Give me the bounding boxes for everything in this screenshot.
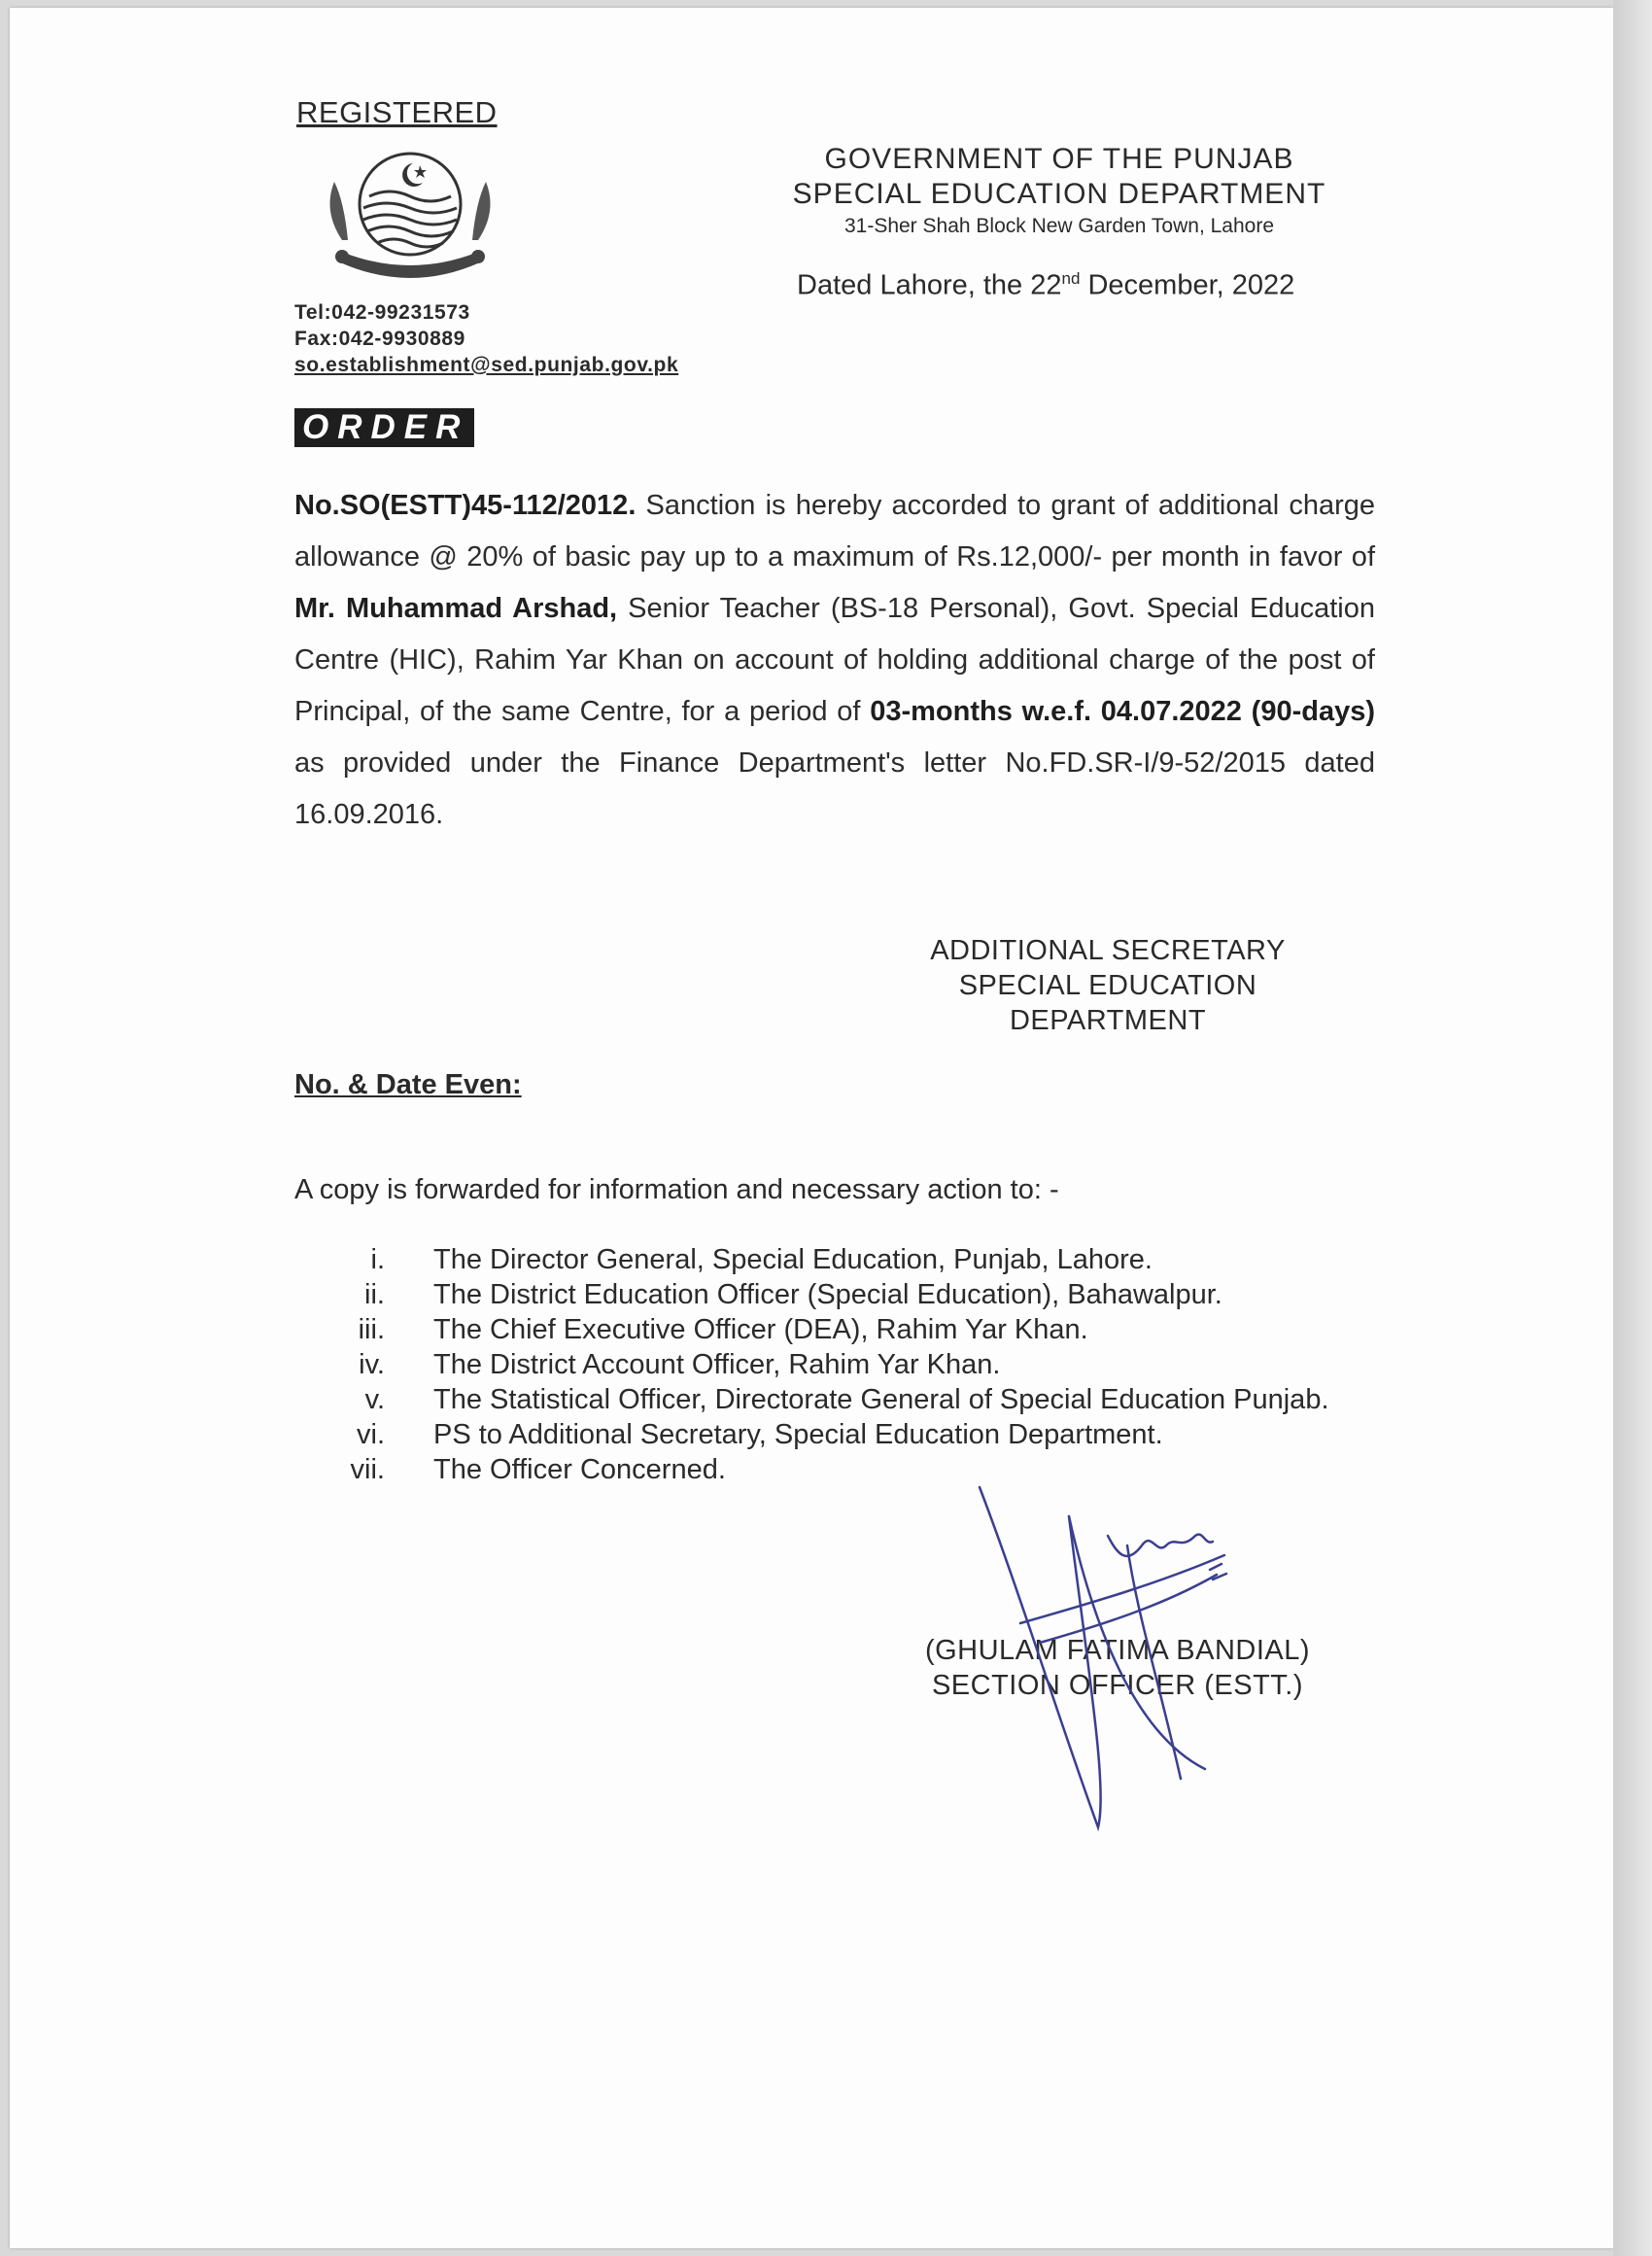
additional-secretary-signatory: [904, 933, 1312, 1038]
list-item-text: The Chief Executive Officer (DEA), Rahim Yar Khan.: [433, 1314, 1088, 1345]
endorsement-heading: No. & Date Even:: [294, 1069, 522, 1100]
order-body: [294, 480, 1375, 841]
date-line: [797, 269, 1294, 302]
list-item-number: v.: [364, 1384, 385, 1415]
signatory-line2: SPECIAL EDUCATION: [958, 970, 1257, 1001]
list-item-text: The Officer Concerned.: [433, 1454, 726, 1485]
list-item-text: The District Education Officer (Special Education), Bahawalpur.: [433, 1279, 1222, 1310]
fax-number: Fax:042-9930889: [294, 328, 465, 350]
department-address: 31-Sher Shah Block New Garden Town, Lahore: [843, 215, 1275, 237]
signatory-line3: DEPARTMENT: [1009, 1005, 1207, 1036]
list-item: [330, 1312, 1372, 1347]
signatory-line1: ADDITIONAL SECRETARY: [930, 935, 1286, 966]
scan-edge: [1613, 0, 1652, 2256]
list-item: [330, 1277, 1372, 1312]
email-link[interactable]: so.establishment@sed.punjab.gov.pk: [294, 354, 679, 376]
list-item: [330, 1417, 1372, 1452]
list-item-number: vi.: [357, 1419, 385, 1450]
date-ordinal: nd: [1061, 269, 1081, 288]
list-item-number: ii.: [364, 1279, 385, 1310]
order-text-part3: as provided under the Finance Department's letter No.FD.SR-I/9-52/2015 dated 16.09.2016.: [294, 747, 1375, 830]
order-heading: ORDER: [294, 408, 474, 447]
date-suffix: December, 2022: [1080, 269, 1295, 301]
date-prefix: Dated Lahore, the 22: [797, 269, 1062, 301]
order-text-part1: Sanction is hereby accorded to grant of additional charge allowance @ 20% of basic pay up to a maximum of Rs.12,000/- per month in favor of: [294, 490, 1375, 573]
officer-designation: SECTION OFFICER (ESTT.): [931, 1670, 1304, 1701]
contact-block: [294, 299, 678, 378]
punjab-government-emblem: [313, 148, 507, 294]
list-item: [330, 1347, 1372, 1382]
document-page: [10, 8, 1613, 2248]
list-item-text: The Director General, Special Education, Punjab, Lahore.: [433, 1244, 1153, 1275]
officer-name: (GHULAM FATIMA BANDIAL): [924, 1635, 1311, 1666]
list-item-text: PS to Additional Secretary, Special Education Department.: [433, 1419, 1163, 1450]
list-item-text: The Statistical Officer, Directorate General of Special Education Punjab.: [433, 1384, 1329, 1415]
list-item: [330, 1382, 1372, 1417]
list-item-text: The District Account Officer, Rahim Yar Khan.: [433, 1349, 1001, 1380]
registered-label: REGISTERED: [296, 95, 498, 129]
letterhead: [739, 142, 1380, 241]
list-item-number: i.: [370, 1244, 385, 1275]
department-title: SPECIAL EDUCATION DEPARTMENT: [792, 178, 1326, 210]
list-item: [330, 1242, 1372, 1277]
copy-forward-intro: A copy is forwarded for information and necessary action to: -: [294, 1174, 1059, 1205]
order-text-part2: Senior Teacher (BS-18 Personal), Govt. Special Education Centre (HIC), Rahim Yar Khan on account of holding additional charge of the post of Principal, of the same Centre, for a period of: [294, 593, 1375, 727]
order-reference-number: No.SO(ESTT)45-112/2012.: [294, 490, 637, 521]
government-title: GOVERNMENT OF THE PUNJAB: [824, 143, 1294, 175]
distribution-list: [330, 1242, 1372, 1487]
charge-period: 03-months w.e.f. 04.07.2022 (90-days): [870, 696, 1375, 727]
list-item-number: iv.: [359, 1349, 385, 1380]
telephone-number: Tel:042-99231573: [294, 301, 470, 324]
list-item-number: vii.: [350, 1454, 385, 1485]
list-item-number: iii.: [358, 1314, 385, 1345]
employee-name: Mr. Muhammad Arshad,: [294, 593, 618, 624]
handwritten-signature: [962, 1477, 1254, 1837]
